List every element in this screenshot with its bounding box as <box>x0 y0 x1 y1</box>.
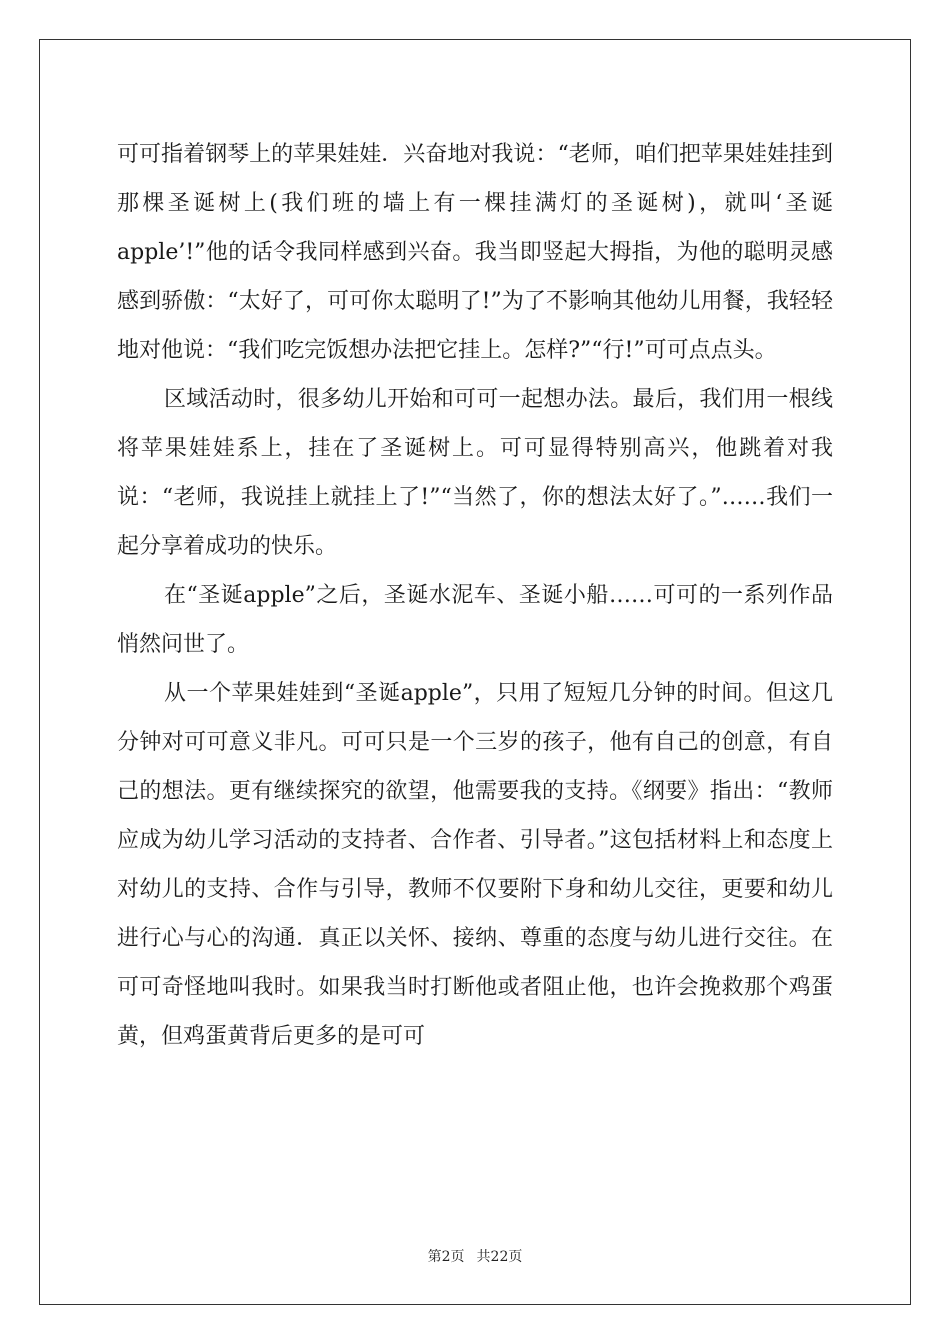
paragraph-1: 可可指着钢琴上的苹果娃娃．兴奋地对我说：“老师，咱们把苹果娃娃挂到那棵圣诞树上(我们班的墙上有一棵挂满灯的圣诞树)，就叫‘圣诞apple’!”他的话令我同样感到兴奋。我当即竖起大拇指，为他的聪明灵感感到骄傲：“太好了，可可你太聪明了!”为了不影响其他幼儿用餐，我轻轻地对他说：“我们吃完饭想办法把它挂上。怎样?”“行!”可可点点头。 <box>117 142 833 363</box>
paragraph-3: 在“圣诞apple”之后，圣诞水泥车、圣诞小船……可可的一系列作品悄然问世了。 <box>117 583 833 657</box>
page-number: 第2页 <box>427 1249 465 1265</box>
paragraph-4: 从一个苹果娃娃到“圣诞apple”，只用了短短几分钟的时间。但这几分钟对可可意义非凡。可可只是一个三岁的孩子，他有自己的创意，有自己的想法。更有继续探究的欲望，他需要我的支持。《纲要》指出：“教师应成为幼儿学习活动的支持者、合作者、引导者。”这包括材料上和态度上对幼儿的支持、合作与引导，教师不仅要附下身和幼儿交往，更要和幼儿进行心与心的沟通．真正以关怀、接纳、尊重的态度与幼儿进行交往。在可可奇怪地叫我时。如果我当时打断他或者阻止他，也许会挽救那个鸡蛋黄，但鸡蛋黄背后更多的是可可 <box>117 681 833 1049</box>
page-footer <box>0 1246 950 1266</box>
page-total: 共22页 <box>476 1249 523 1265</box>
paragraph-2: 区域活动时，很多幼儿开始和可可一起想办法。最后，我们用一根线将苹果娃娃系上，挂在了圣诞树上。可可显得特别高兴，他跳着对我说：“老师，我说挂上就挂上了!”“当然了，你的想法太好了。”……我们一起分享着成功的快乐。 <box>117 387 833 559</box>
document-body <box>117 130 833 1061</box>
